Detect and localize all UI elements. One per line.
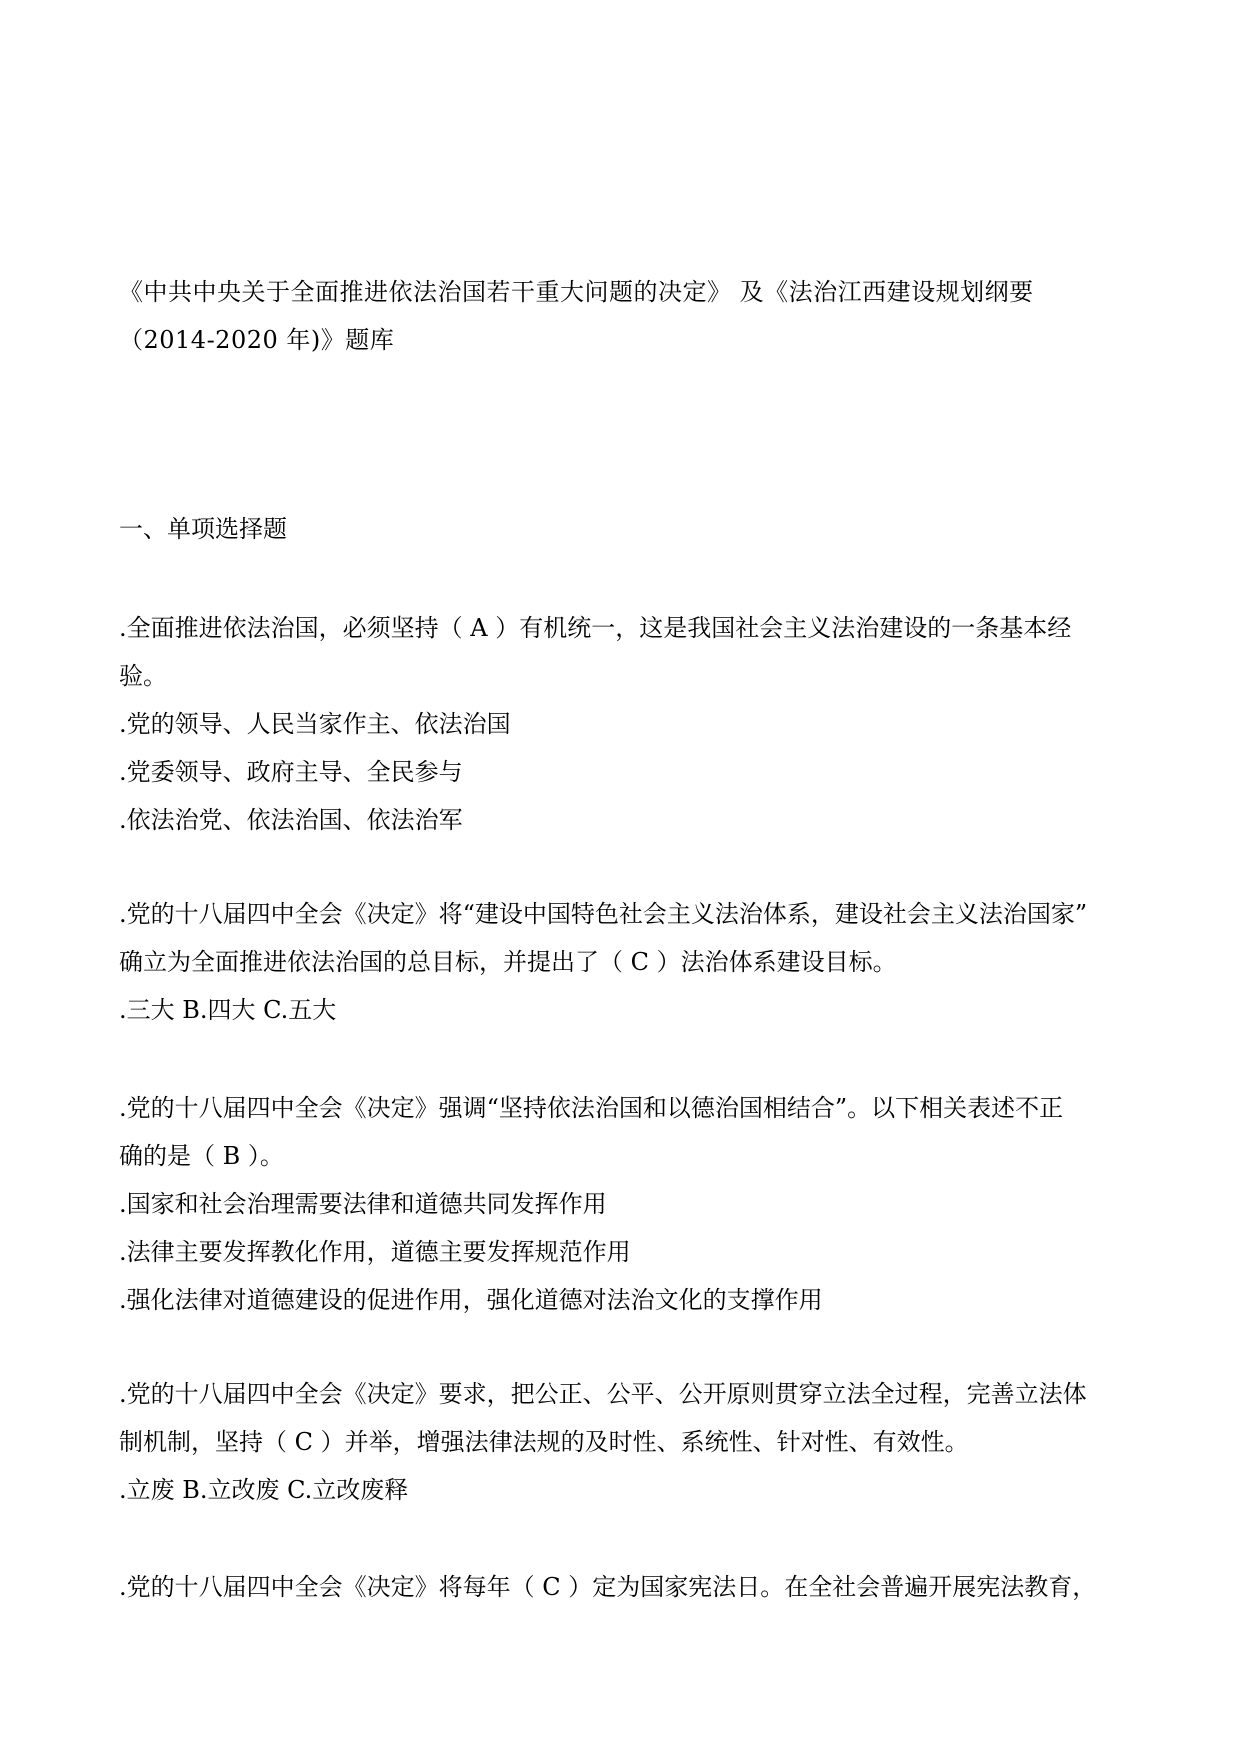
- section-heading: 一、单项选择题: [119, 515, 287, 543]
- question-option: .法律主要发挥教化作用，道德主要发挥规范作用: [119, 1238, 631, 1266]
- question-option: .立废 B.立改废 C.立改废释: [119, 1476, 409, 1504]
- question-option: .党的领导、人民当家作主、依法治国: [119, 710, 511, 738]
- question-stem: .党的十八届四中全会《决定》要求，把公正、公平、公开原则贯穿立法全过程，完善立法体: [119, 1380, 1087, 1408]
- question-stem: .全面推进依法治国，必须坚持（ A ）有机统一，这是我国社会主义法治建设的一条基本经: [119, 614, 1072, 642]
- question-1: [119, 604, 1129, 844]
- question-2: [119, 890, 1129, 1034]
- question-stem: .党的十八届四中全会《决定》强调“坚持依法治国和以德治国相结合”。以下相关表述不正: [119, 1094, 1064, 1122]
- question-stem: 验。: [119, 662, 167, 690]
- question-option: .党委领导、政府主导、全民参与: [119, 758, 463, 786]
- question-stem: 确的是（ B ）。: [119, 1142, 284, 1170]
- title-line-1: 《中共中央关于全面推进依法治国若干重大问题的决定》 及《法治江西建设规划纲要: [119, 278, 1034, 306]
- question-option: .依法治党、依法治国、依法治军: [119, 806, 463, 834]
- title-line-2: （2014-2020 年)》题库: [119, 326, 395, 354]
- question-3: [119, 1084, 1129, 1324]
- question-stem: 确立为全面推进依法治国的总目标，并提出了（ C ）法治体系建设目标。: [119, 948, 897, 976]
- question-stem: .党的十八届四中全会《决定》将“建设中国特色社会主义法治体系，建设社会主义法治国家”: [119, 900, 1088, 928]
- question-4: [119, 1370, 1129, 1514]
- document-title: [119, 268, 1129, 364]
- question-stem: .党的十八届四中全会《决定》将每年（ C ）定为国家宪法日。在全社会普遍开展宪法教育，: [119, 1573, 1097, 1601]
- question-5: [119, 1563, 1129, 1611]
- question-option: .三大 B.四大 C.五大: [119, 996, 337, 1024]
- question-option: .强化法律对道德建设的促进作用，强化道德对法治文化的支撑作用: [119, 1286, 823, 1314]
- question-stem: 制机制，坚持（ C ）并举，增强法律法规的及时性、系统性、针对性、有效性。: [119, 1428, 969, 1456]
- question-option: .国家和社会治理需要法律和道德共同发挥作用: [119, 1190, 607, 1218]
